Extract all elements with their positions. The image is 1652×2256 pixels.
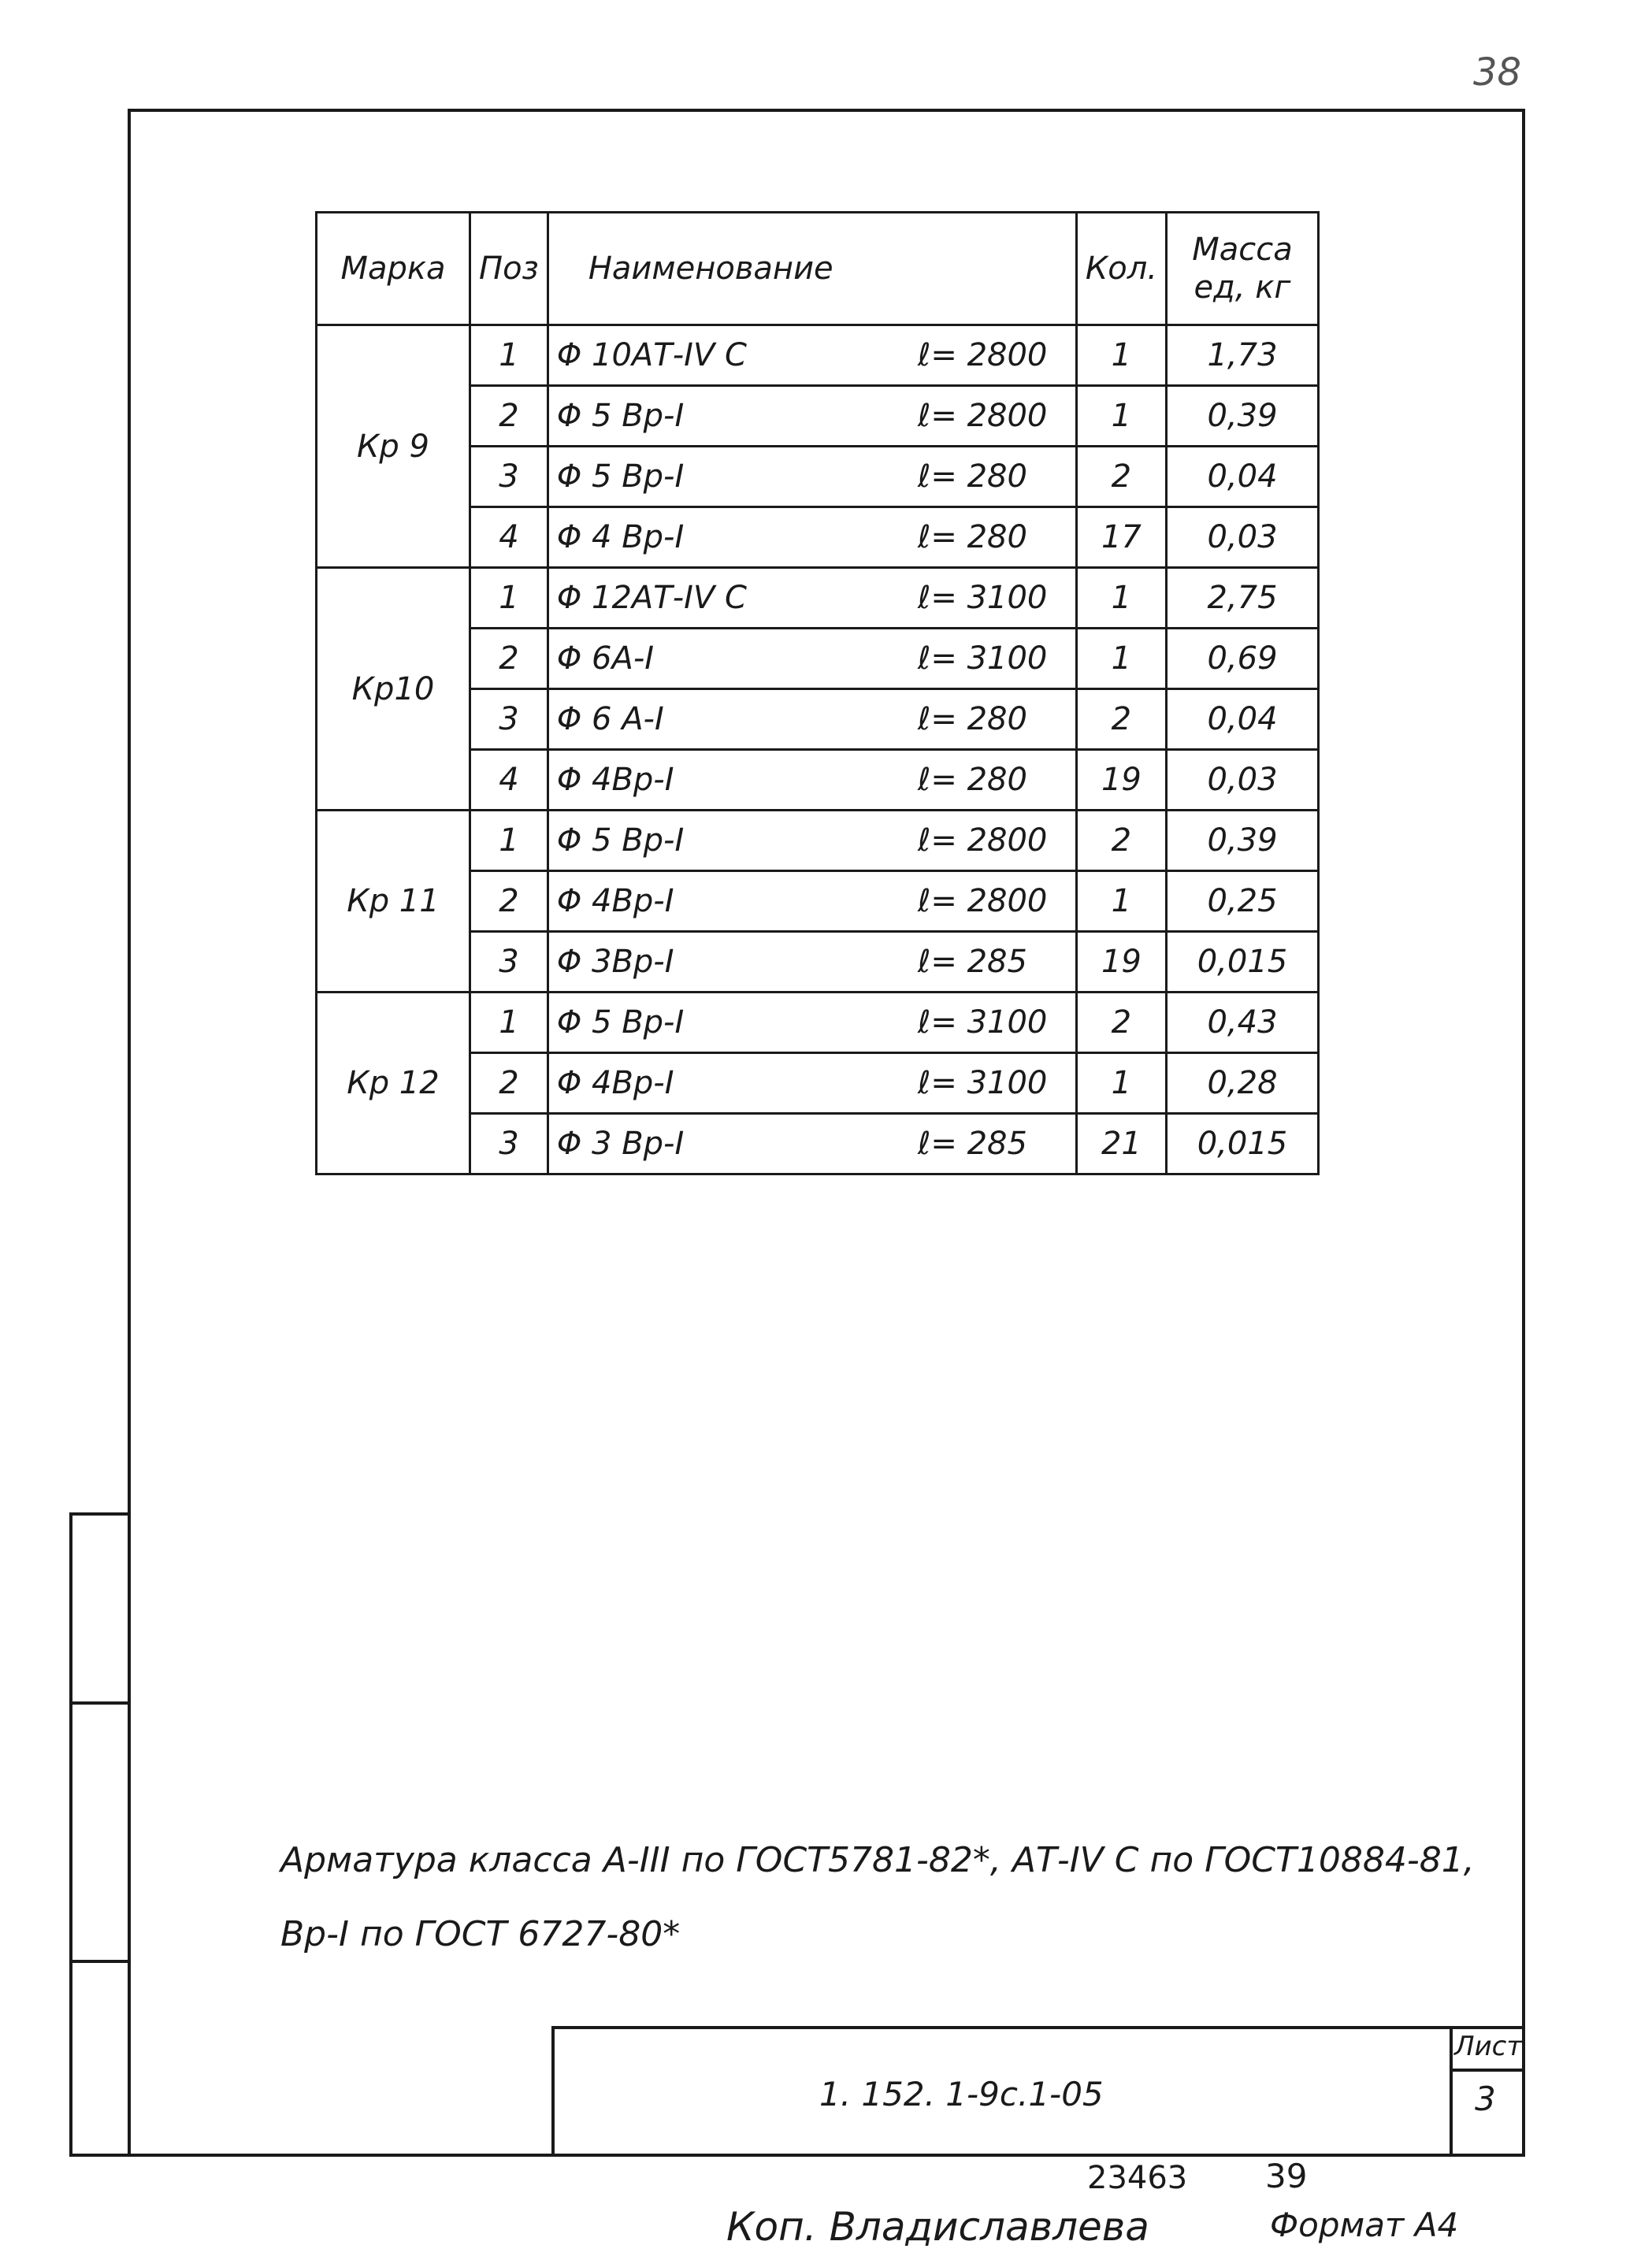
stamp-page: 39	[1265, 2157, 1308, 2195]
cell-name-text: Φ 4 Вр-I	[556, 519, 685, 555]
cell-name-text: Φ 6А-I	[556, 640, 655, 677]
cell-mass: 0,015	[1166, 932, 1318, 993]
cell-pos: 3	[470, 447, 548, 507]
cell-qty: 2	[1076, 447, 1166, 507]
cell-name	[548, 871, 1076, 932]
table-row	[317, 568, 1319, 629]
cell-length: ℓ= 2800	[917, 398, 1048, 434]
header-qty: Кол.	[1076, 213, 1166, 325]
cell-length: ℓ= 285	[917, 944, 1027, 980]
page-number: 38	[1473, 50, 1522, 95]
frame-left-border	[128, 109, 131, 2157]
cell-name	[548, 1114, 1076, 1174]
cell-name-text: Φ 3 Вр-I	[556, 1126, 685, 1162]
cell-pos: 1	[470, 568, 548, 629]
cell-qty: 2	[1076, 811, 1166, 871]
cell-pos: 1	[470, 811, 548, 871]
cell-length: ℓ= 280	[917, 519, 1027, 555]
cell-name-text: Φ 6 А-I	[556, 701, 664, 737]
table-row	[317, 993, 1319, 1053]
rebar-specification-table	[315, 211, 1320, 1175]
cell-mark: Кр10	[317, 568, 470, 811]
cell-name	[548, 750, 1076, 811]
cell-length: ℓ= 280	[917, 701, 1027, 737]
cell-length: ℓ= 285	[917, 1126, 1027, 1162]
cell-name	[548, 507, 1076, 568]
cell-qty: 1	[1076, 1053, 1166, 1114]
cell-pos: 3	[470, 932, 548, 993]
cell-name-text: Φ 12АТ-IV С	[556, 580, 747, 616]
cell-mass: 0,28	[1166, 1053, 1318, 1114]
cell-mark: Кр 12	[317, 993, 470, 1174]
cell-mass: 1,73	[1166, 325, 1318, 386]
table-body	[317, 325, 1319, 1174]
cell-mass: 0,39	[1166, 386, 1318, 447]
cell-name	[548, 689, 1076, 750]
cell-length: ℓ= 3100	[917, 580, 1048, 616]
cell-pos: 4	[470, 507, 548, 568]
cell-qty: 21	[1076, 1114, 1166, 1174]
header-mass	[1166, 213, 1318, 325]
cell-qty: 1	[1076, 325, 1166, 386]
cell-name	[548, 629, 1076, 689]
cell-name-text: Φ 4Вр-I	[556, 762, 674, 798]
cell-qty: 19	[1076, 932, 1166, 993]
cell-mark: Кр 9	[317, 325, 470, 568]
cell-pos: 1	[470, 325, 548, 386]
cell-length: ℓ= 280	[917, 762, 1027, 798]
frame-top-border	[128, 109, 1525, 112]
cell-qty: 2	[1076, 689, 1166, 750]
cell-length: ℓ= 280	[917, 458, 1027, 495]
cell-pos: 3	[470, 689, 548, 750]
cell-length: ℓ= 3100	[917, 1065, 1048, 1101]
cell-name	[548, 386, 1076, 447]
cell-name-text: Φ 10АТ-IV С	[556, 337, 747, 373]
cell-name	[548, 325, 1076, 386]
cell-name	[548, 447, 1076, 507]
title-block-divider	[1450, 2026, 1453, 2157]
cell-name-text: Φ 4Вр-I	[556, 883, 674, 919]
header-name: Наименование	[548, 213, 1076, 325]
cell-name-text: Φ 5 Вр-I	[556, 458, 685, 495]
cell-pos: 2	[470, 1053, 548, 1114]
cell-pos: 2	[470, 386, 548, 447]
note-line-2: Вр-I по ГОСТ 6727-80*	[280, 1914, 681, 1954]
cell-mass: 0,03	[1166, 507, 1318, 568]
margin-strip-divider	[69, 1960, 131, 1963]
copier-name: Коп. Владиславлева	[726, 2204, 1149, 2250]
cell-length: ℓ= 2800	[917, 883, 1048, 919]
cell-length: ℓ= 2800	[917, 337, 1048, 373]
cell-name-text: Φ 4Вр-I	[556, 1065, 674, 1101]
table-row	[317, 811, 1319, 871]
cell-mass: 0,69	[1166, 629, 1318, 689]
margin-strip-divider	[69, 1512, 131, 1516]
margin-strip-divider	[69, 1701, 131, 1705]
cell-mass: 0,04	[1166, 447, 1318, 507]
cell-qty: 19	[1076, 750, 1166, 811]
cell-qty: 1	[1076, 568, 1166, 629]
cell-length: ℓ= 3100	[917, 640, 1048, 677]
cell-name-text: Φ 5 Вр-I	[556, 1004, 685, 1041]
cell-mass: 0,39	[1166, 811, 1318, 871]
cell-name	[548, 993, 1076, 1053]
cell-length: ℓ= 2800	[917, 822, 1048, 859]
sheet-label: Лист	[1454, 2031, 1523, 2062]
cell-qty: 1	[1076, 871, 1166, 932]
cell-length: ℓ= 3100	[917, 1004, 1048, 1041]
cell-name	[548, 1053, 1076, 1114]
stamp-number: 23463	[1087, 2160, 1188, 2196]
cell-qty: 2	[1076, 993, 1166, 1053]
cell-mass: 0,04	[1166, 689, 1318, 750]
cell-mark: Кр 11	[317, 811, 470, 993]
note-line-1: Арматура класса А-III по ГОСТ5781-82*, АТ-IV С по ГОСТ10884-81,	[280, 1840, 1475, 1880]
title-block-sheet-separator	[1450, 2069, 1525, 2072]
cell-pos: 2	[470, 871, 548, 932]
cell-name	[548, 568, 1076, 629]
header-pos: Поз	[470, 213, 548, 325]
sheet-number: 3	[1475, 2080, 1496, 2118]
cell-name-text: Φ 5 Вр-I	[556, 398, 685, 434]
frame-right-border	[1522, 109, 1525, 2157]
cell-mass: 0,015	[1166, 1114, 1318, 1174]
cell-qty: 1	[1076, 629, 1166, 689]
cell-name-text: Φ 5 Вр-I	[556, 822, 685, 859]
cell-mass: 2,75	[1166, 568, 1318, 629]
cell-mass: 0,03	[1166, 750, 1318, 811]
cell-pos: 1	[470, 993, 548, 1053]
header-mark: Марка	[317, 213, 470, 325]
cell-name	[548, 811, 1076, 871]
cell-mass: 0,43	[1166, 993, 1318, 1053]
cell-pos: 3	[470, 1114, 548, 1174]
table-row	[317, 325, 1319, 386]
margin-strip-border	[69, 1512, 72, 2157]
paper-format: Формат А4	[1270, 2206, 1459, 2244]
header-mass-line1: Масса	[1192, 232, 1293, 268]
table-header-row	[317, 213, 1319, 325]
document-code: 1. 152. 1-9с.1-05	[819, 2075, 1104, 2113]
cell-name-text: Φ 3Вр-I	[556, 944, 674, 980]
cell-qty: 17	[1076, 507, 1166, 568]
header-mass-line2: ед, кг	[1194, 269, 1291, 306]
cell-name	[548, 932, 1076, 993]
cell-mass: 0,25	[1166, 871, 1318, 932]
cell-pos: 4	[470, 750, 548, 811]
cell-pos: 2	[470, 629, 548, 689]
cell-qty: 1	[1076, 386, 1166, 447]
